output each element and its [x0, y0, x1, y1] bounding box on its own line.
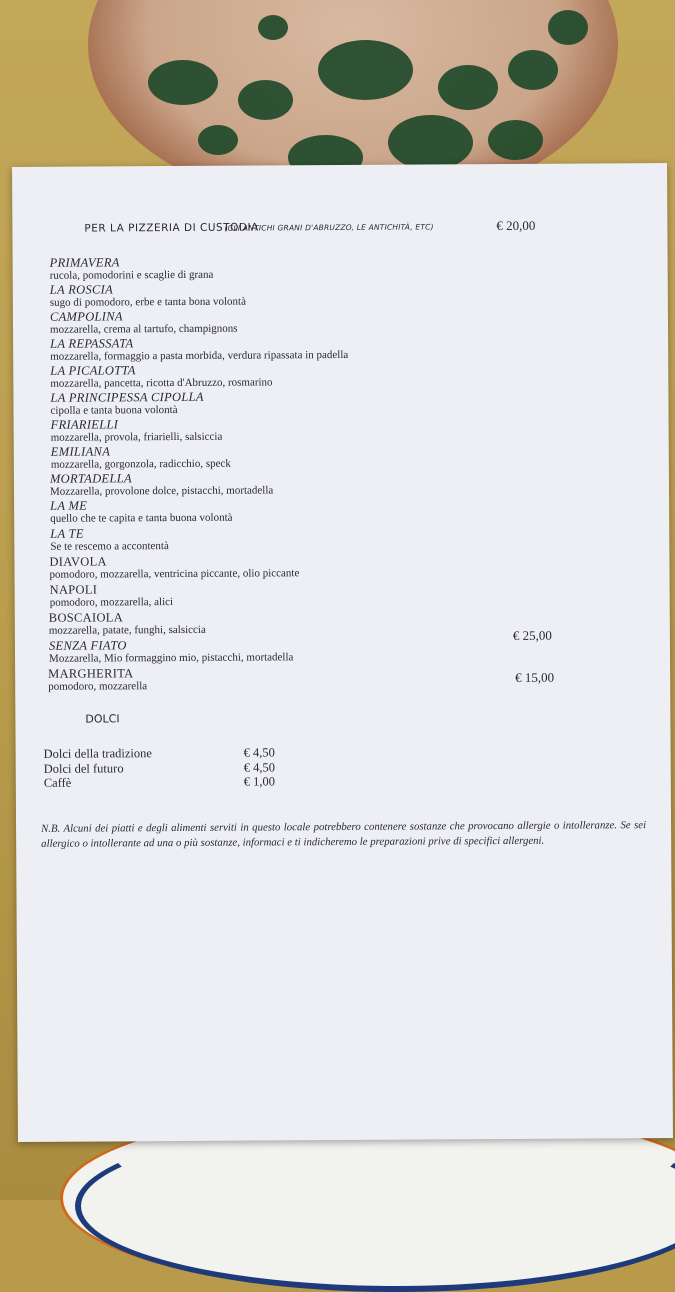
allergen-note: N.B. Alcuni dei piatti e degli alimenti serviti in questo locale potrebbero contenere sostanze che provocano allergie o intolleranze. Se sei allergico o intollerante ad una o più sostanze, informaci e ti indicheremo le preparazioni prive di specifici allergeni.: [41, 819, 647, 850]
pizza-description: Mozzarella, provolone dolce, pistacchi, mortadella: [49, 484, 274, 498]
pizza-description: pomodoro, mozzarella, alici: [49, 596, 174, 609]
pizza-description: pomodoro, mozzarella, ventricina piccante, olio piccante: [49, 567, 300, 581]
pizza-item: [50, 336, 348, 364]
pizza-name: FRIARIELLI: [50, 417, 119, 432]
menu-price: € 20,00: [496, 217, 536, 234]
pizza-item: [50, 583, 174, 610]
pizza-description: Se te rescemo a accontentà: [50, 540, 169, 553]
pizza-item: [50, 527, 169, 554]
dolci-price: € 4,50: [243, 760, 275, 775]
price-margherita: € 15,00: [515, 669, 555, 685]
pizza-item: [50, 391, 204, 418]
pizza-item: [50, 310, 238, 337]
dolci-name: Caffè: [43, 775, 72, 790]
dolci-price: € 4,50: [243, 745, 275, 760]
pizza-name: NAPOLI: [49, 582, 98, 597]
pizza-item: [50, 363, 272, 390]
pizza-name: LA TE: [50, 526, 84, 541]
pizza-name: DIAVOLA: [49, 554, 107, 569]
pizza-description: mozzarella, crema al tartufo, champignons: [49, 322, 238, 336]
pizza-name: PRIMAVERA: [49, 255, 120, 270]
pizza-description: rucola, pomodorini e scaglie di grana: [49, 268, 214, 282]
pizza-name: CAMPOLINA: [49, 309, 123, 324]
pizza-item: [50, 499, 232, 526]
pizza-description: Mozzarella, Mio formaggino mio, pistacchi, mortadella: [48, 651, 294, 665]
pizza-description: mozzarella, formaggio a pasta morbida, verdura ripassata in padella: [50, 348, 349, 363]
pizza-description: mozzarella, patate, funghi, salsiccia: [48, 623, 206, 637]
pizza-item: [50, 471, 273, 498]
pizza-description: sugo di pomodoro, erbe e tanta bona volontà: [49, 295, 247, 309]
bottom-plate-rim: [75, 1120, 675, 1292]
pizza-name: LA PRINCIPESSA CIPOLLA: [50, 389, 204, 405]
pizza-name: LA ME: [50, 498, 88, 513]
pizza-description: mozzarella, provola, friarielli, salsiccia: [50, 430, 223, 444]
pizza-name: LA PICALOTTA: [50, 363, 136, 378]
pizza-item: [49, 554, 299, 582]
pizza-description: mozzarella, gorgonzola, radicchio, speck: [50, 457, 231, 471]
pizza-item: [50, 283, 246, 310]
pizza-name: EMILIANA: [50, 444, 111, 459]
dolci-row: [44, 774, 304, 791]
dolci-name: Dolci della tradizione: [43, 746, 152, 761]
menu-sheet: [12, 163, 673, 1142]
dolci-title: DOLCI: [85, 712, 120, 726]
pizza-item: [49, 611, 206, 638]
pizza-item: [48, 667, 147, 694]
pizza-description: pomodoro, mozzarella: [48, 680, 148, 693]
pizza-item: [51, 418, 223, 445]
pizza-name: LA REPASSATA: [50, 336, 134, 351]
menu-header-note: (GLI ANTICHI GRANI D'ABRUZZO, LE ANTICHITÀ, ETC): [224, 222, 434, 233]
pizza-name: BOSCAIOLA: [48, 610, 124, 625]
pizza-item: [50, 256, 214, 283]
pizza-name: LA ROSCIA: [49, 282, 114, 297]
pizza-name: SENZA FIATO: [48, 638, 127, 653]
pizza-description: quello che te capita e tanta buona volontà: [50, 511, 233, 525]
pizza-item: [51, 445, 231, 472]
pizza-description: cipolla e tanta buona volontà: [50, 404, 178, 417]
dolci-name: Dolci del futuro: [43, 761, 124, 776]
price-senza-fiato: € 25,00: [512, 627, 552, 643]
pizza-item: [49, 638, 294, 665]
pizza-name: MORTADELLA: [49, 471, 132, 486]
dolci-price: € 1,00: [243, 774, 276, 789]
menu-header-title: PER LA PIZZERIA DI CUSTODIA: [84, 221, 259, 235]
dolci-row: [44, 745, 304, 762]
pizza-name: MARGHERITA: [48, 666, 134, 681]
pizza-description: mozzarella, pancetta, ricotta d'Abruzzo, rosmarino: [50, 376, 273, 390]
